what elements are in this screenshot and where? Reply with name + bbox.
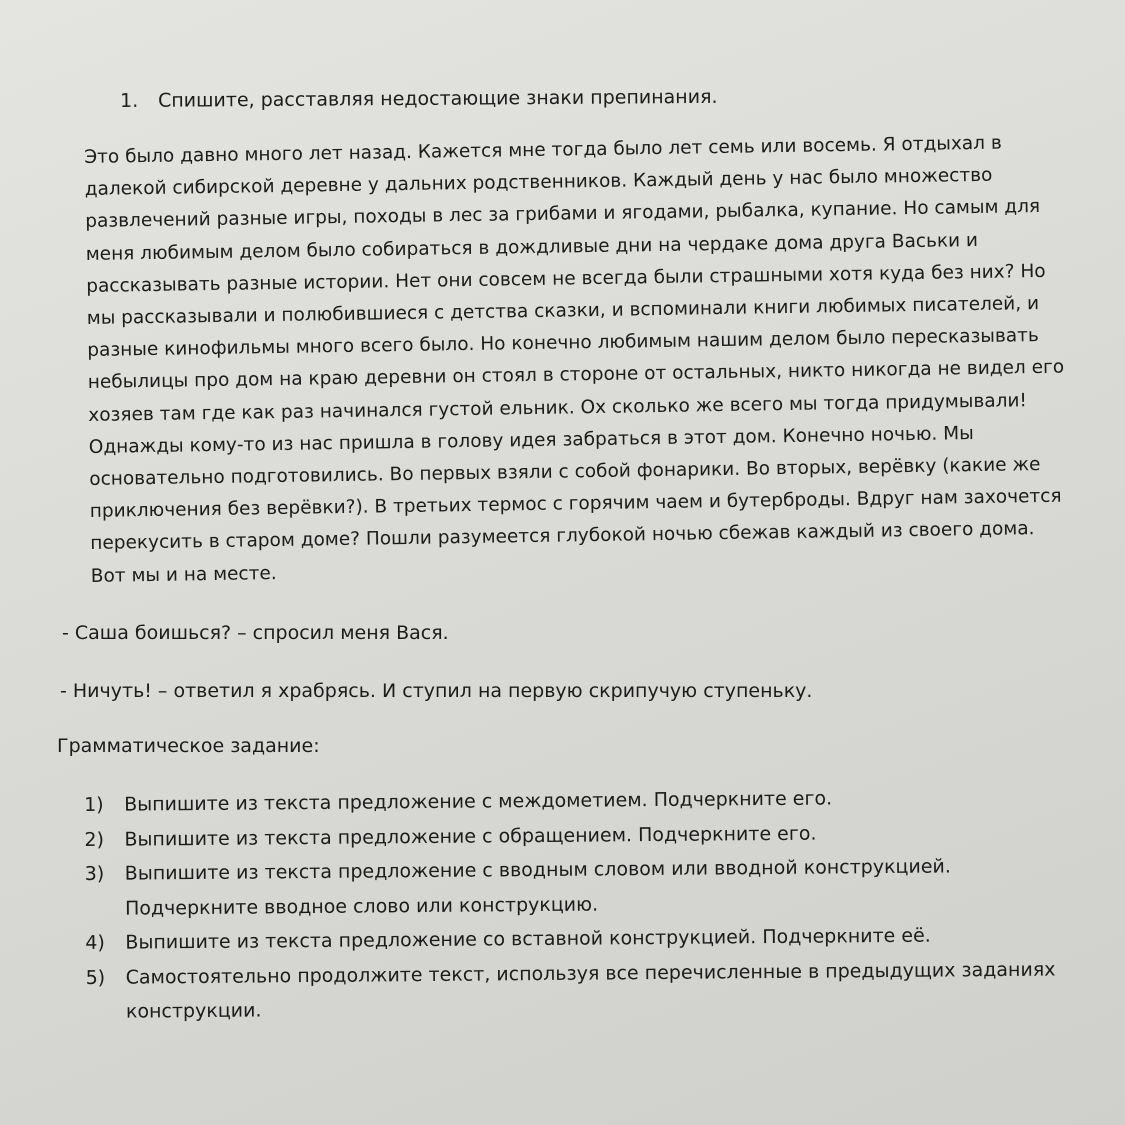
exercise-number: 1. [120, 89, 139, 112]
text-line: небылицы про дом на краю деревни он стоял в стороне от остальных, никто никогда не видел его [87, 357, 1065, 394]
task-text [125, 848, 1116, 926]
text-line: рассказывать разные истории. Нет они совсем не всегда были страшными хотя куда без них? Но [86, 260, 1046, 297]
task-number: 4) [85, 931, 105, 954]
task-line: Выпишите из текста предложение с междометием. Подчеркните его. [124, 787, 833, 816]
task-number: 1) [84, 793, 104, 816]
text-line: хозяев там где как раз начинался густой ельник. Ох сколько же всего мы тогда придумывали! [88, 389, 1028, 426]
text-line: далекой сибирской деревне у дальних родственников. Каждый день у нас было множество [84, 164, 993, 201]
text-line: Вот мы и на месте. [90, 562, 277, 587]
task-line: Выпишите из текста предложение со вставной конструкцией. Подчеркните её. [125, 924, 931, 954]
grammar-heading: Грамматическое задание: [57, 735, 320, 757]
text-line: разные кинофильмы много всего было. Но конечно любимым нашим делом было пересказывать [87, 325, 1040, 362]
text-line: меня любимым делом было собираться в дождливые дни на чердаке дома друга Васьки и [85, 229, 979, 265]
text-line: мы рассказывали и полюбившиеся с детства сказки, и вспоминали книги любимых писателей, и [86, 293, 1040, 329]
dialogue-line-2: - Ничуть! – ответил я храбрясь. И ступил на первую скрипучую ступеньку. [60, 680, 813, 702]
grammar-task-3 [85, 848, 1116, 926]
text-line: приключения без верёвки?). В третьих термос с горячим чаем и бутерброды. Вдруг нам захочется [89, 485, 1062, 523]
task-number: 3) [84, 862, 105, 885]
text-line: Это было давно много лет назад. Кажется мне тогда было лет семь или восемь. Я отдыхал в [84, 132, 1002, 168]
task-number: 2) [84, 828, 105, 851]
text-line: развлечений разные игры, походы в лес за грибами и ягодами, рыбалка, купание. Но самым для [85, 196, 1041, 233]
text-line: основательно подготовились. Во первых взяли с собой фонарики. Во вторых, верёвку (какие же [89, 454, 1041, 490]
task-line: Выпишите из текста предложение с вводным словом или вводной конструкцией. [124, 855, 951, 885]
text-line: перекусить в старом доме? Пошли разумеется глубокой ночью сбежав каждый из своего дома. [90, 518, 1035, 555]
grammar-task-5 [86, 952, 1117, 1030]
exercise-title-text: Спишите, расставляя недостающие знаки препинания. [157, 85, 718, 112]
task-number: 5) [85, 966, 106, 989]
task-line: конструкции. [125, 999, 262, 1023]
task-line: Самостоятельно продолжите текст, используя все перечисленные в предыдущих заданиях [125, 958, 1056, 989]
task-line: Подчеркните вводное слово или конструкцию. [124, 893, 599, 920]
task-text [126, 952, 1117, 1030]
grammar-task-list [84, 779, 1116, 1029]
main-text [84, 126, 1091, 592]
text-line: Однажды кому-то из нас пришла в голову идея забраться в этот дом. Конечно ночью. Мы [88, 422, 974, 458]
exercise-title [120, 86, 718, 112]
dialogue-line-1: - Саша боишься? – спросил меня Вася. [62, 622, 449, 644]
task-line: Выпишите из текста предложение с обращением. Подчеркните его. [124, 822, 817, 851]
